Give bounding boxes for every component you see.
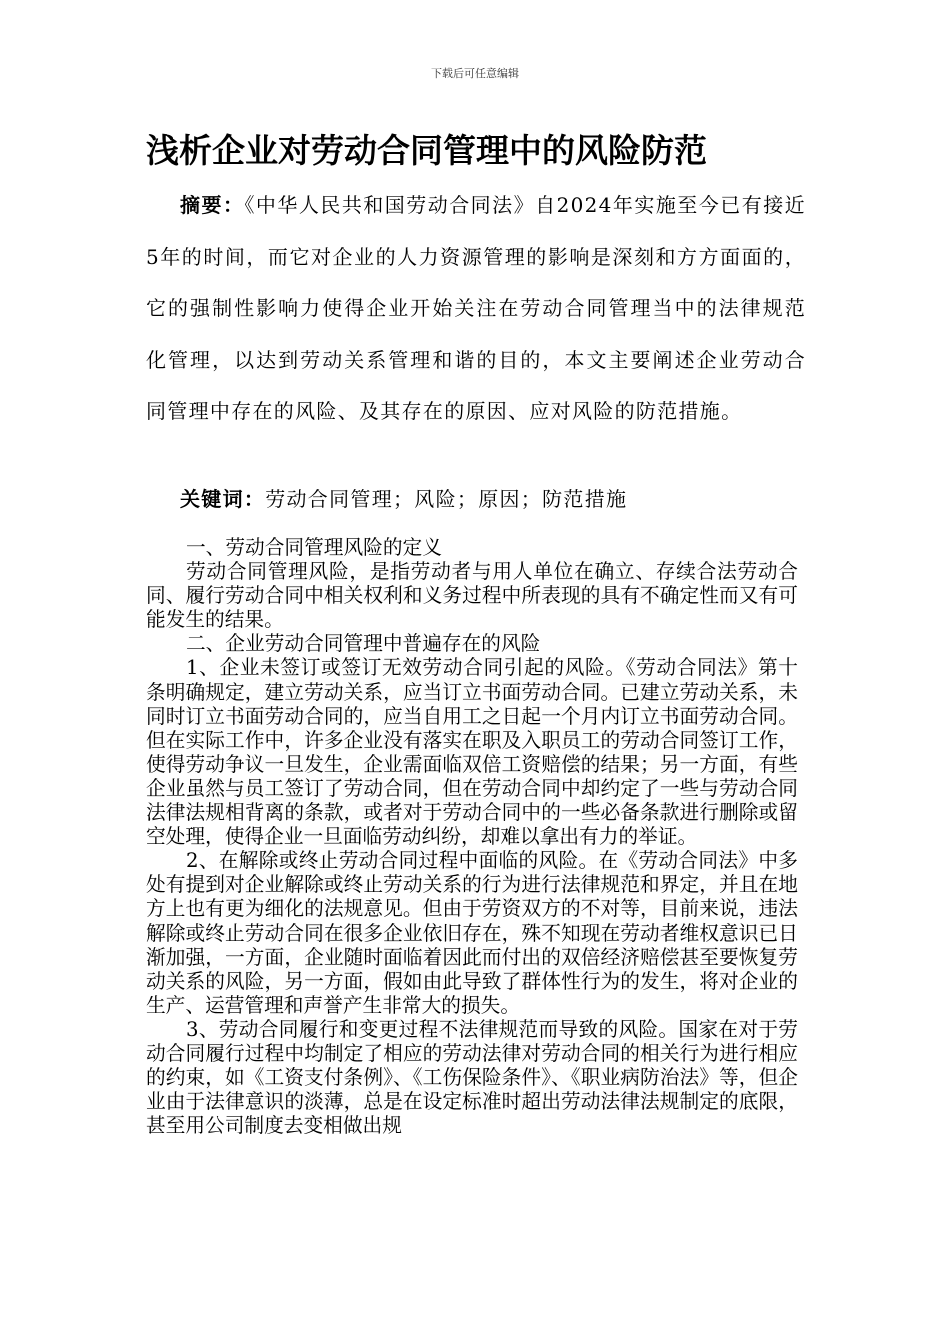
- paragraph-risk-1: 1、企业未签订或签订无效劳动合同引起的风险。《劳动合同法》第十条明确规定，建立劳动关系，应当订立书面劳动合同。已建立劳动关系，未同时订立书面劳动合同的，应当自用工之日起一个月内订立书面劳动合同。但在实际工作中，许多企业没有落实在职及入职员工的劳动合同签订工作，使得劳动争议一旦发生，企业需面临双倍工资赔偿的结果；另一方面，有些企业虽然与员工签订了劳动合同，但在劳动合同中却约定了一些与劳动合同法律法规相背离的条款，或者对于劳动合同中的一些必备条款进行删除或留空处理，使得企业一旦面临劳动纠纷，却难以拿出有力的举证。: [146, 656, 798, 849]
- section-heading-definition: 一、劳动合同管理风险的定义: [186, 536, 442, 559]
- header-note: 下载后可任意编辑: [431, 67, 519, 80]
- paragraph-risk-2: 2、在解除或终止劳动合同过程中面临的风险。在《劳动合同法》中多处有提到对企业解除或终止劳动关系的行为进行法律规范和界定，并且在地方上也有更为细化的法规意见。但由于劳资双方的不对等，目前来说，违法解除或终止劳动合同在很多企业依旧存在，殊不知现在劳动者维权意识已日渐加强，一方面，企业随时面临着因此而付出的双倍经济赔偿甚至要恢复劳动关系的风险，另一方面，假如由此导致了群体性行为的发生，将对企业的生产、运营管理和声誉产生非常大的损失。: [146, 849, 798, 1017]
- abstract-label: 摘要：: [180, 193, 245, 217]
- keywords-text: 劳动合同管理；风险；原因；防范措施: [265, 487, 628, 511]
- body-text: [146, 536, 798, 1138]
- section-heading-risks: 二、企业劳动合同管理中普遍存在的风险: [186, 632, 541, 656]
- abstract-paragraph: [146, 180, 806, 438]
- keywords-label: 关键词：: [180, 487, 266, 511]
- keywords-paragraph: [146, 477, 806, 521]
- document-title: 浅析企业对劳动合同管理中的风险防范: [146, 131, 707, 170]
- paragraph-definition: 劳动合同管理风险，是指劳动者与用人单位在确立、存续合法劳动合同、履行劳动合同中相关权利和义务过程中所表现的具有不确定性而又有可能发生的结果。: [146, 560, 798, 632]
- paragraph-risk-3: 3、劳动合同履行和变更过程不法律规范而导致的风险。国家在对于劳动合同履行过程中均制定了相应的劳动法律对劳动合同的相关行为进行相应的约束，如《工资支付条例》、《工伤保险条件》、《职业病防治法》等，但企业由于法律意识的淡薄，总是在设定标准时超出劳动法律法规制定的底限，甚至用公司制度去变相做出规: [146, 1017, 798, 1138]
- abstract-text: 《中华人民共和国劳动合同法》自2024年实施至今已有接近5年的时间，而它对企业的人力资源管理的影响是深刻和方方面面的，它的强制性影响力使得企业开始关注在劳动合同管理当中的法律规范化管理，以达到劳动关系管理和谐的目的，本文主要阐述企业劳动合同管理中存在的风险、及其存在的原因、应对风险的防范措施。: [146, 193, 806, 423]
